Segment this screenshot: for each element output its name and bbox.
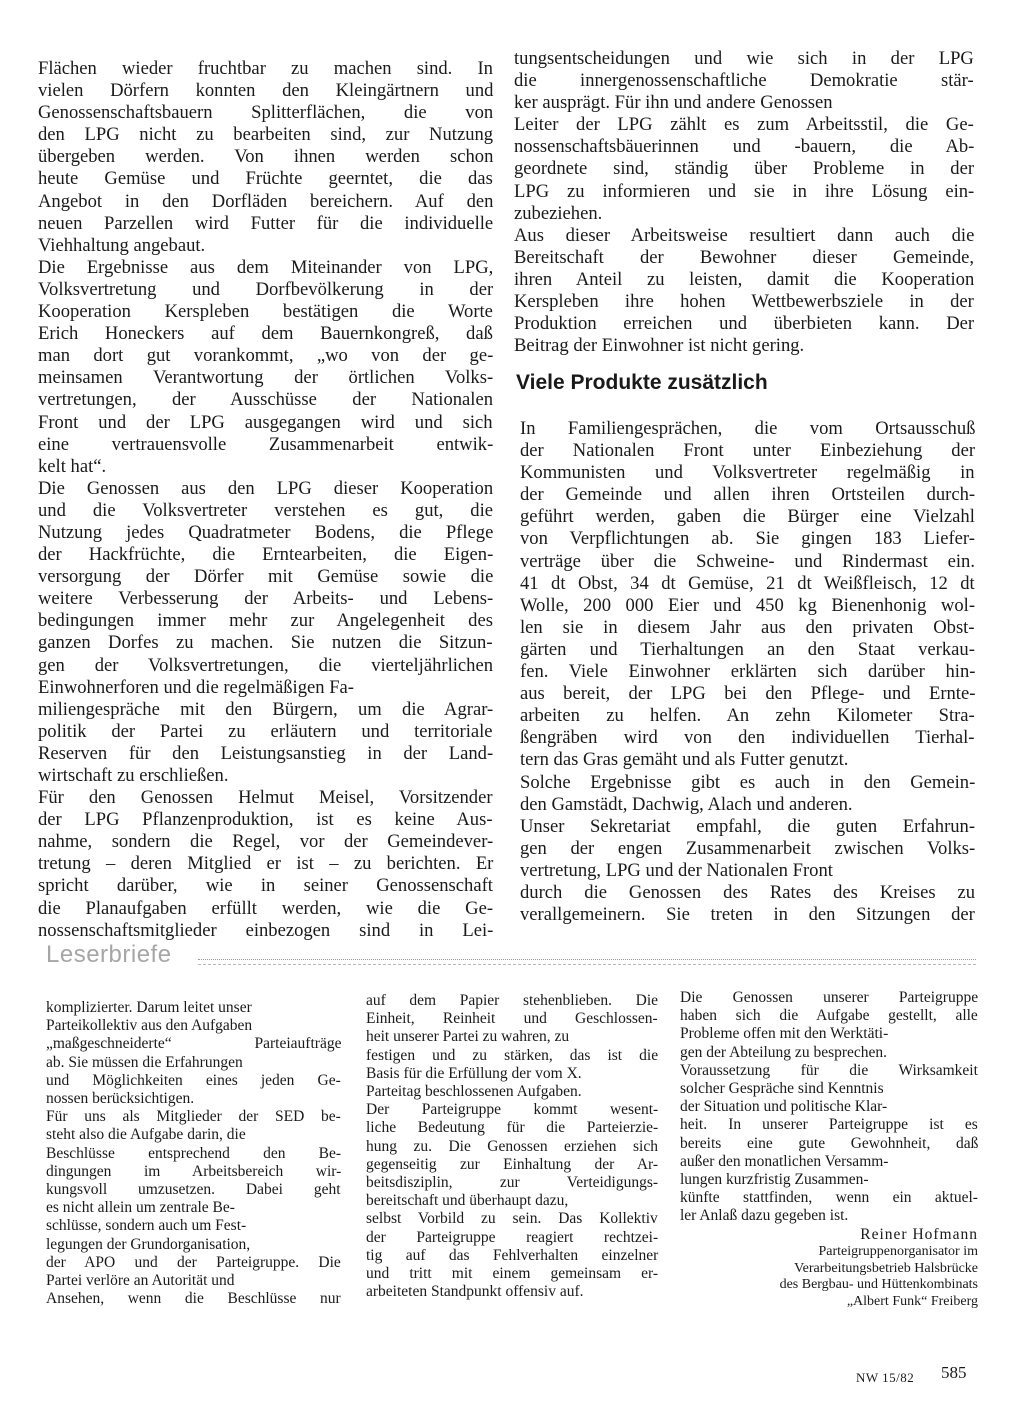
text-line: tern das Gras gemäht und als Futter genutzt. <box>520 749 849 771</box>
letter-line: gegenseitig zur Einhaltung der Ar- <box>366 1155 659 1173</box>
text-line: und die Volksvertreter verstehen es gut, die <box>38 499 494 521</box>
text-line: wirtschaft zu erschließen. <box>38 765 229 786</box>
text-line: In Familiengesprächen, die vom Ortsausschuß <box>520 418 976 439</box>
letter-line: außer den monatlichen Versamm- <box>680 1152 889 1170</box>
letter-line: Die Genossen unserer Parteigruppe <box>680 989 979 1006</box>
text-line: tretung – deren Mitglied er ist – zu berichten. Er <box>38 853 494 875</box>
letter-line: Der Parteigruppe kommt wesent- <box>366 1101 659 1119</box>
section-title: Leserbriefe <box>46 941 172 968</box>
letter-line: es nicht allein um zentrale Be- <box>46 1199 235 1217</box>
text-line: die innergenossenschaftliche Demokratie stär- <box>514 70 974 92</box>
text-line: Für den Genossen Helmut Meisel, Vorsitzender <box>38 787 493 809</box>
text-line: den Gamstädt, Dachwig, Alach und anderen. <box>520 793 853 815</box>
text-line: ker ausprägt. Für ihn und andere Genossen <box>514 92 833 114</box>
text-line: Beitrag der Einwohner ist nicht gering. <box>514 335 805 357</box>
text-line: der Hackfrüchte, die Erntearbeiten, die Eigen- <box>38 544 494 566</box>
letter-line: Ansehen, wenn die Beschlüsse nur <box>46 1290 341 1308</box>
text-line: Bereitschaft der Bewohner dieser Gemeinde, <box>514 246 975 268</box>
letter-line: kungsvoll umzusetzen. Dabei geht <box>46 1181 341 1199</box>
text-line: Unser Sekretariat empfahl, die guten Erfahrun- <box>520 815 976 837</box>
text-line: LPG zu informieren und sie in ihre Lösung ein- <box>514 180 975 202</box>
text-line: der Gemeinde und allen ihren Ortsteilen durch- <box>520 484 976 506</box>
letter-line: Parteitag beschlossenen Aufgaben. <box>366 1083 582 1101</box>
letter-line: der Parteigruppe reagiert rechtzei- <box>366 1228 659 1246</box>
letter-line: Beschlüsse entsprechend den Be- <box>46 1144 342 1162</box>
text-line: Die Ergebnisse aus dem Miteinander von LPG, <box>38 256 494 278</box>
text-line: eine vertrauensvolle Zusammenarbeit entwik- <box>38 433 494 455</box>
letter-line: nossen berücksichtigen. <box>46 1090 195 1108</box>
text-line: von Verpflichtungen ab. Sie gingen 183 Liefer- <box>520 528 975 550</box>
letter-line: tig auf das Fehlverhalten einzelner <box>366 1246 659 1264</box>
text-line: ganzen Dorfes zu machen. Sie nutzen die Sitzun- <box>38 632 493 654</box>
letter-line: heit. In unserer Parteigruppe ist es <box>680 1116 978 1134</box>
text-line: Produktion erreichen und überbieten kann. Der <box>514 313 975 335</box>
text-line: durch die Genossen des Rates des Kreises zu <box>520 881 976 903</box>
letter-line: „maßgeschneiderte“ Parteiaufträge <box>46 1035 342 1053</box>
text-line: len sie in diesem Jahr aus den privaten Obst- <box>520 616 975 638</box>
text-line: Die Genossen aus den LPG dieser Kooperation <box>38 477 494 499</box>
text-line: Volksvertretung und Dorfbevölkerung in der <box>38 278 494 300</box>
letter-line: Für uns als Mitglieder der SED be- <box>46 1108 341 1126</box>
article-column-left <box>38 58 493 942</box>
letter-line: heit unserer Partei zu wahren, zu <box>366 1028 570 1046</box>
letter-line: auf dem Papier stehenblieben. Die <box>366 992 659 1009</box>
page-number: 585 <box>941 1363 967 1382</box>
text-line: ihren Anteil zu leisten, damit die Kooperation <box>514 268 975 290</box>
article-subheading: Viele Produkte zusätzlich <box>516 371 768 394</box>
letter-line: Parteikollektiv aus den Aufgaben <box>46 1017 253 1035</box>
text-line: zubeziehen. <box>514 202 603 224</box>
text-line: Front und der LPG ausgegangen wird und sich <box>38 411 493 433</box>
text-line: gen der Volksvertretungen, die vierteljährlichen <box>38 654 494 676</box>
letter-line: legungen der Grundorganisation, <box>46 1235 251 1253</box>
text-line: übergeben werden. Von ihnen werden schon <box>38 146 494 168</box>
letter-line: arbeiteten Standpunkt offensiv auf. <box>366 1283 584 1301</box>
letter-line: gen der Abteilung zu besprechen. <box>680 1043 888 1061</box>
text-line: Viehhaltung angebaut. <box>38 234 206 256</box>
text-line: tungsentscheidungen und wie sich in der LPG <box>514 48 974 69</box>
signature-line: „Albert Funk“ Freiberg <box>846 1294 978 1310</box>
text-line: bedingungen immer mehr zur Angelegenheit des <box>38 610 493 632</box>
letter-line: Partei verlöre an Autorität und <box>46 1272 235 1290</box>
article-column-right-top <box>514 48 974 357</box>
letter-column-2 <box>366 992 658 1301</box>
letter-line: schlüsse, sondern auch um Fest- <box>46 1217 247 1235</box>
text-line: ßengräben wird von den individuellen Tierhal- <box>520 727 975 749</box>
text-line: vielen Dörfern konnten den Kleingärtnern und <box>38 80 494 102</box>
text-line: verträge über die Schweine- und Rindermast ein. <box>520 550 976 572</box>
letter-line: Probleme offen mit den Werktäti- <box>680 1025 889 1043</box>
text-line: geführt werden, gaben die Bürger eine Vielzahl <box>520 506 975 528</box>
letter-line: der APO und der Parteigruppe. Die <box>46 1253 341 1271</box>
letter-line: künfte stattfinden, wenn ein aktuel- <box>680 1189 978 1207</box>
letter-column-1 <box>46 999 341 1308</box>
letter-line: liche Bedeutung für die Parteierzie- <box>366 1119 659 1137</box>
letter-line: lungen kurzfristig Zusammen- <box>680 1171 869 1189</box>
text-line: politik der Partei zu erläutern und territoriale <box>38 720 493 742</box>
letter-line: hung zu. Die Genossen erziehen sich <box>366 1137 658 1155</box>
letter-line: ab. Sie müssen die Erfahrungen <box>46 1053 243 1071</box>
text-line: Genossenschaftsbauern Splitterflächen, die von <box>38 102 494 124</box>
letter-line: und tritt mit einem gemeinsam er- <box>366 1265 659 1283</box>
section-rule-divider <box>198 959 976 965</box>
text-line: kelt hat“. <box>38 455 107 477</box>
text-line: nahme, sondern die Regel, vor der Gemeindever- <box>38 831 494 853</box>
text-line: geordnete sind, ständig über Probleme in der <box>514 158 975 180</box>
letter-line: beitsdisziplin, zur Verteidigungs- <box>366 1174 659 1192</box>
text-line: gen der engen Zusammenarbeit zwischen Volks- <box>520 837 976 859</box>
letter-line: der Situation und politische Klar- <box>680 1098 888 1116</box>
letter-line: selbst Vorbild zu sein. Das Kollektiv <box>366 1210 658 1228</box>
letter-line: Voraussetzung für die Wirksamkeit <box>680 1061 978 1079</box>
issue-number: NW 15/82 <box>856 1370 915 1385</box>
signature-line: des Bergbau- und Hüttenkombinats <box>779 1277 978 1293</box>
text-line: spricht darüber, wie in seiner Genossenschaft <box>38 875 493 897</box>
text-line: Nutzung jedes Quadratmeter Bodens, die Pflege <box>38 521 494 543</box>
signature-line: Verarbeitungsbetrieb Halsbrücke <box>794 1260 978 1276</box>
letter-line: Einheit, Reinheit und Geschlossen- <box>366 1010 658 1028</box>
text-line: Leiter der LPG zählt es zum Arbeitsstil, die Ge- <box>514 114 974 136</box>
text-line: aus bereit, der LPG bei den Pflege- und Ernte- <box>520 683 976 705</box>
text-line: der LPG Pflanzenproduktion, ist es keine Aus- <box>38 809 493 831</box>
text-line: gärten und Tierhaltungen an den Staat verkau- <box>520 638 975 660</box>
text-line: Kooperation Kerspleben bestätigen die Worte <box>38 301 493 323</box>
text-line: den LPG nicht zu bearbeiten sind, zur Nutzung <box>38 124 494 146</box>
letter-line: festigen und zu stärken, das ist die <box>366 1046 659 1064</box>
text-line: Flächen wieder fruchtbar zu machen sind. In <box>38 58 493 79</box>
text-line: Aus dieser Arbeitsweise resultiert dann auch die <box>514 224 975 246</box>
text-line: nossenschaftsmitglieder einbezogen sind in Lei- <box>38 919 494 941</box>
text-line: vertretungen, der Ausschüsse der Nationalen <box>38 389 493 411</box>
text-line: arbeiten zu helfen. An zehn Kilometer Stra- <box>520 705 975 727</box>
letter-line: haben sich die Aufgabe gestellt, alle <box>680 1007 978 1025</box>
text-line: Erich Honeckers auf dem Bauernkongreß, daß <box>38 323 493 345</box>
text-line: man dort gut vorankommt, „wo von der ge- <box>38 345 494 367</box>
letter-column-3-body <box>680 989 978 1226</box>
text-line: heute Gemüse und Früchte geerntet, die das <box>38 168 493 190</box>
letter-line: Basis für die Erfüllung der vom X. <box>366 1064 582 1082</box>
letter-column-3 <box>680 989 978 1311</box>
text-line: Kerspleben ihre hohen Wettbewerbsziele in der <box>514 291 974 313</box>
signature-affiliation <box>680 1244 978 1311</box>
letter-line: bereitschaft und überhaupt dazu, <box>366 1192 569 1210</box>
text-line: Wolle, 200 000 Eier und 450 kg Bienenhonig wol- <box>520 594 976 616</box>
text-line: fen. Viele Einwohner erklärten sich darüber hin- <box>520 661 976 683</box>
letter-line: bereits eine gute Gewohnheit, daß <box>680 1134 979 1152</box>
text-line: Kommunisten und Volksvertreter regelmäßig in <box>520 462 975 484</box>
text-line: die Planaufgaben erfüllt werden, wie die Ge- <box>38 897 494 919</box>
letter-line: steht also die Aufgabe darin, die <box>46 1126 246 1144</box>
text-line: miliengespräche mit den Bürgern, um die Agrar- <box>38 698 494 720</box>
letter-line: solcher Gespräche sind Kenntnis <box>680 1080 884 1098</box>
section-header <box>46 937 976 977</box>
text-line: Angebot in den Dorfläden bereichern. Auf den <box>38 190 494 212</box>
signature-line: Parteigruppenorganisator im <box>818 1243 978 1259</box>
text-line: neuen Parzellen wird Futter für die individuelle <box>38 212 494 234</box>
text-line: weitere Verbesserung der Arbeits- und Lebens- <box>38 588 494 610</box>
letter-line: dingungen im Arbeitsbereich wir- <box>46 1162 342 1180</box>
text-line: verallgemeinern. Sie treten in den Sitzungen der <box>520 904 975 926</box>
text-line: nossenschaftsbäuerinnen und -bauern, die Ab- <box>514 136 975 158</box>
letter-line: und Möglichkeiten eines jeden Ge- <box>46 1071 341 1089</box>
text-line: 41 dt Obst, 34 dt Gemüse, 21 dt Weißfleisch, 12 dt <box>520 572 975 594</box>
letter-line: komplizierter. Darum leitet unser <box>46 999 252 1016</box>
text-line: Einwohnerforen und die regelmäßigen Fa- <box>38 676 354 698</box>
text-line: versorgung der Dörfer mit Gemüse sowie die <box>38 566 494 588</box>
text-line: Solche Ergebnisse gibt es auch in den Gemein- <box>520 771 976 793</box>
text-line: Reserven für den Leistungsanstieg in der Land- <box>38 742 494 764</box>
text-line: vertretung, LPG und der Nationalen Front <box>520 859 833 881</box>
text-line: meinsamen Verantwortung der örtlichen Volks- <box>38 367 494 389</box>
signature-name: Reiner Hofmann <box>860 1225 978 1243</box>
letter-line: ler Anlaß dazu gegeben ist. <box>680 1207 849 1225</box>
text-line: der Nationalen Front unter Einbeziehung der <box>520 440 976 462</box>
article-column-right-bottom <box>520 418 975 926</box>
